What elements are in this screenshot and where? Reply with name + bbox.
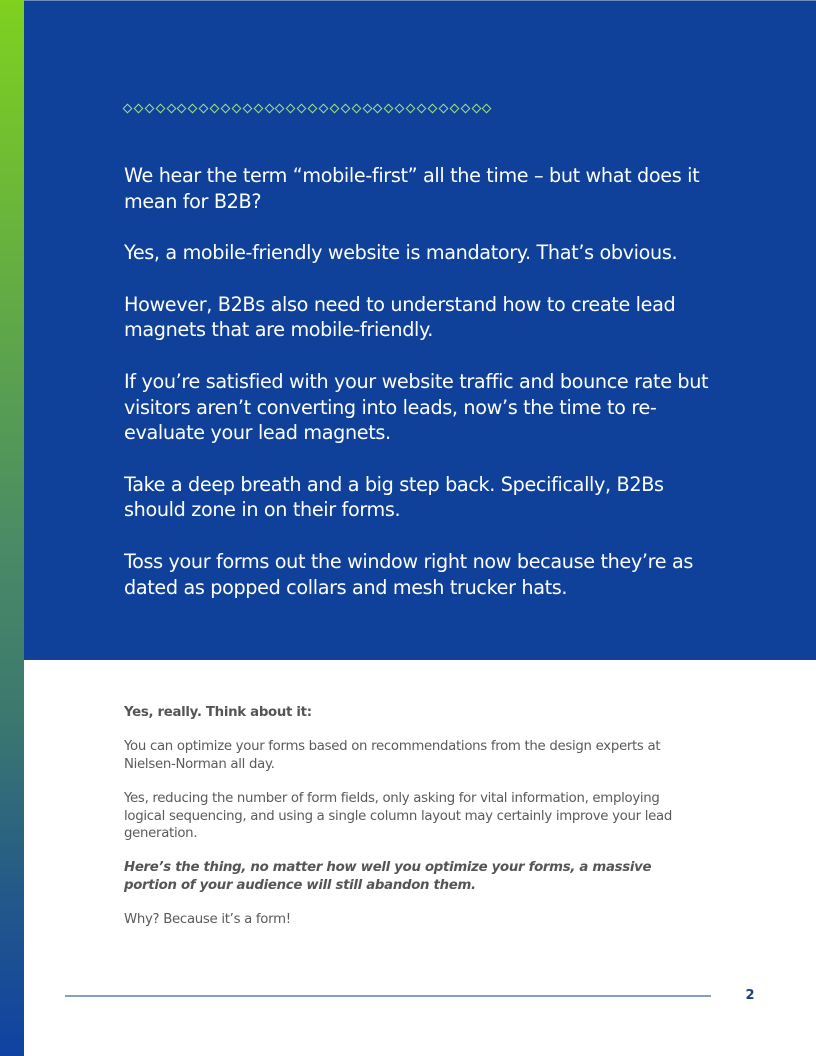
diamond-icon xyxy=(188,104,198,114)
diamond-chain-divider-icon xyxy=(124,102,499,115)
diamond-icon xyxy=(427,104,437,114)
diamond-icon xyxy=(199,104,209,114)
diamond-icon xyxy=(133,104,143,114)
emphasis-paragraph: Here’s the thing, no matter how well you optimize your forms, a massive portion of your audience will still abandon them. xyxy=(124,860,652,893)
hero-paragraph: Toss your forms out the window right now because they’re as dated as popped collars and mesh trucker hats. xyxy=(124,549,694,599)
page-number: 2 xyxy=(745,988,755,1003)
diamond-icon xyxy=(123,104,133,114)
diamond-icon xyxy=(275,104,285,114)
diamond-icon xyxy=(297,104,307,114)
hero-paragraph: Take a deep breath and a big step back. Specifically, B2Bs should zone in on their forms. xyxy=(124,472,664,522)
diamond-icon xyxy=(144,104,154,114)
diamond-icon xyxy=(340,104,350,114)
diamond-icon xyxy=(210,104,220,114)
lead-heading: Yes, really. Think about it: xyxy=(124,705,312,720)
diamond-icon xyxy=(362,104,372,114)
footer-divider xyxy=(65,995,711,997)
diamond-icon xyxy=(460,104,470,114)
diamond-icon xyxy=(449,104,459,114)
diamond-icon xyxy=(221,104,231,114)
hero-paragraph: Yes, a mobile-friendly website is mandatory. That’s obvious. xyxy=(124,241,678,265)
diamond-icon xyxy=(406,104,416,114)
diamond-icon xyxy=(417,104,427,114)
diamond-icon xyxy=(373,104,383,114)
diamond-icon xyxy=(177,104,187,114)
diamond-icon xyxy=(482,104,492,114)
hero-text-block xyxy=(124,163,714,626)
diamond-icon xyxy=(384,104,394,114)
diamond-icon xyxy=(308,104,318,114)
diamond-icon xyxy=(395,104,405,114)
diamond-icon xyxy=(231,104,241,114)
hero-paragraph: However, B2Bs also need to understand how to create lead magnets that are mobile-friendly. xyxy=(124,292,676,342)
diamond-icon xyxy=(242,104,252,114)
diamond-icon xyxy=(166,104,176,114)
diamond-icon xyxy=(253,104,263,114)
closing-paragraph: Why? Because it’s a form! xyxy=(124,912,291,928)
diamond-icon xyxy=(329,104,339,114)
body-text-block xyxy=(124,704,704,946)
left-accent-bar xyxy=(0,0,24,1056)
diamond-icon xyxy=(155,104,165,114)
body-paragraph: You can optimize your forms based on recommendations from the design experts at Nielsen-Norman all day. xyxy=(124,739,661,772)
body-paragraph: Yes, reducing the number of form fields, only asking for vital information, employing logical sequencing, and using a single column layout may certainly improve your lead generation. xyxy=(124,791,672,842)
hero-paragraph: If you’re satisfied with your website traffic and bounce rate but visitors aren’t converting into leads, now’s the time to re-evaluate your lead magnets. xyxy=(124,369,709,445)
diamond-icon xyxy=(351,104,361,114)
diamond-icon xyxy=(319,104,329,114)
hero-paragraph: We hear the term “mobile-first” all the time – but what does it mean for B2B? xyxy=(124,164,700,213)
diamond-icon xyxy=(438,104,448,114)
diamond-icon xyxy=(286,104,296,114)
diamond-icon xyxy=(471,104,481,114)
diamond-icon xyxy=(264,104,274,114)
